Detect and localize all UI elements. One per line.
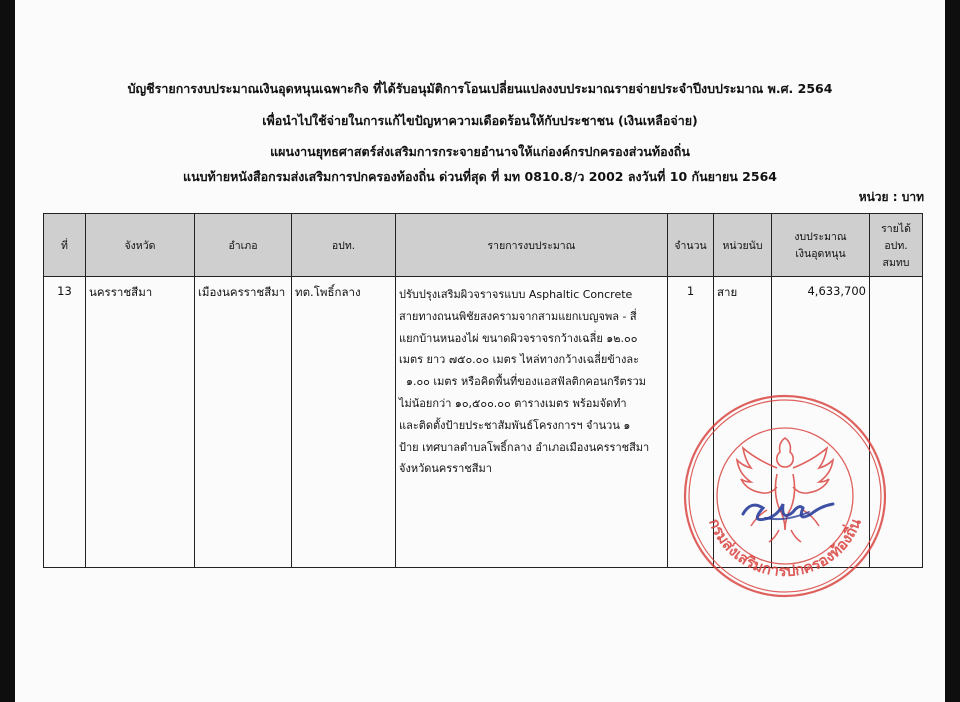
cell-lao: ทต.โพธิ์กลาง	[292, 277, 396, 568]
header-no: ที่	[44, 214, 86, 277]
cell-budget: 4,633,700	[772, 277, 870, 568]
unit-label: หน่วย : บาท	[858, 190, 924, 204]
stamp-text: กรมส่งเสริมการปกครองท้องถิ่น	[705, 515, 865, 581]
cell-item	[396, 277, 668, 568]
header-income-line2: สมทบ	[882, 256, 910, 269]
cell-no: 13	[44, 277, 86, 568]
item-line: ๑.๐๐ เมตร หรือคิดพื้นที่ของแอสฟัลติกคอนกรีตรวม	[399, 375, 647, 389]
header-province: จังหวัด	[86, 214, 195, 277]
cell-province: นครราชสีมา	[86, 277, 195, 568]
item-line: ป้าย เทศบาลตำบลโพธิ์กลาง อำเภอเมืองนครราชสีมา	[399, 440, 650, 454]
header-quantity: จำนวน	[668, 214, 714, 277]
header-unit: หน่วยนับ	[714, 214, 772, 277]
cell-unit: สาย	[714, 277, 772, 568]
item-line: แยกบ้านหนองไผ่ ขนาดผิวจราจรกว้างเฉลี่ย ๑๒.๐๐	[399, 331, 638, 345]
header-item: รายการงบประมาณ	[396, 214, 668, 277]
item-line: จังหวัดนครราชสีมา	[399, 462, 492, 476]
cell-quantity: 1	[668, 277, 714, 568]
table-header-row	[44, 214, 923, 277]
document-page	[15, 0, 945, 702]
header-budget-line1: งบประมาณ	[794, 231, 847, 243]
header-income	[870, 214, 923, 277]
item-line: เมตร ยาว ๗๕๐.๐๐ เมตร ไหล่ทางกว้างเฉลี่ยข้างละ	[399, 353, 640, 367]
document-subtitle: เพื่อนำไปใช้จ่ายในการแก้ไขปัญหาความเดือดร้อนให้กับประชาชน (เงินเหลือจ่าย)	[262, 113, 698, 128]
document-reference-line: แนบท้ายหนังสือกรมส่งเสริมการปกครองท้องถิ่น ด่วนที่สุด ที่ มท 0810.8/ว 2002 ลงวันที่ 10 กันยายน 2564	[183, 169, 777, 184]
item-line: และติดตั้งป้ายประชาสัมพันธ์โครงการฯ จำนวน ๑	[399, 418, 631, 432]
header-budget-line2: เงินอุดหนุน	[795, 248, 846, 260]
cell-district: เมืองนครราชสีมา	[195, 277, 292, 568]
item-line: ไม่น้อยกว่า ๑๐,๕๐๐.๐๐ ตารางเมตร พร้อมจัดทำ	[399, 396, 627, 410]
document-title: บัญชีรายการงบประมาณเงินอุดหนุนเฉพาะกิจ ที่ได้รับอนุมัติการโอนเปลี่ยนแปลงงบประมาณรายจ่ายประจำปีงบประมาณ พ.ศ. 2564	[127, 81, 833, 96]
header-lao: อปท.	[292, 214, 396, 277]
item-line: ปรับปรุงเสริมผิวจราจรแบบ Asphaltic Concrete	[399, 288, 633, 301]
header-income-line1: รายได้ อปท.	[881, 222, 911, 252]
header-budget	[772, 214, 870, 277]
header-district: อำเภอ	[195, 214, 292, 277]
document-plan-line: แผนงานยุทธศาสตร์ส่งเสริมการกระจายอำนาจให้แก่องค์กรปกครองส่วนท้องถิ่น	[270, 144, 690, 159]
official-seal-stamp	[681, 392, 889, 600]
item-line: สายทางถนนพิชัยสงครามจากสามแยกเบญจพล - สี่	[399, 309, 637, 323]
